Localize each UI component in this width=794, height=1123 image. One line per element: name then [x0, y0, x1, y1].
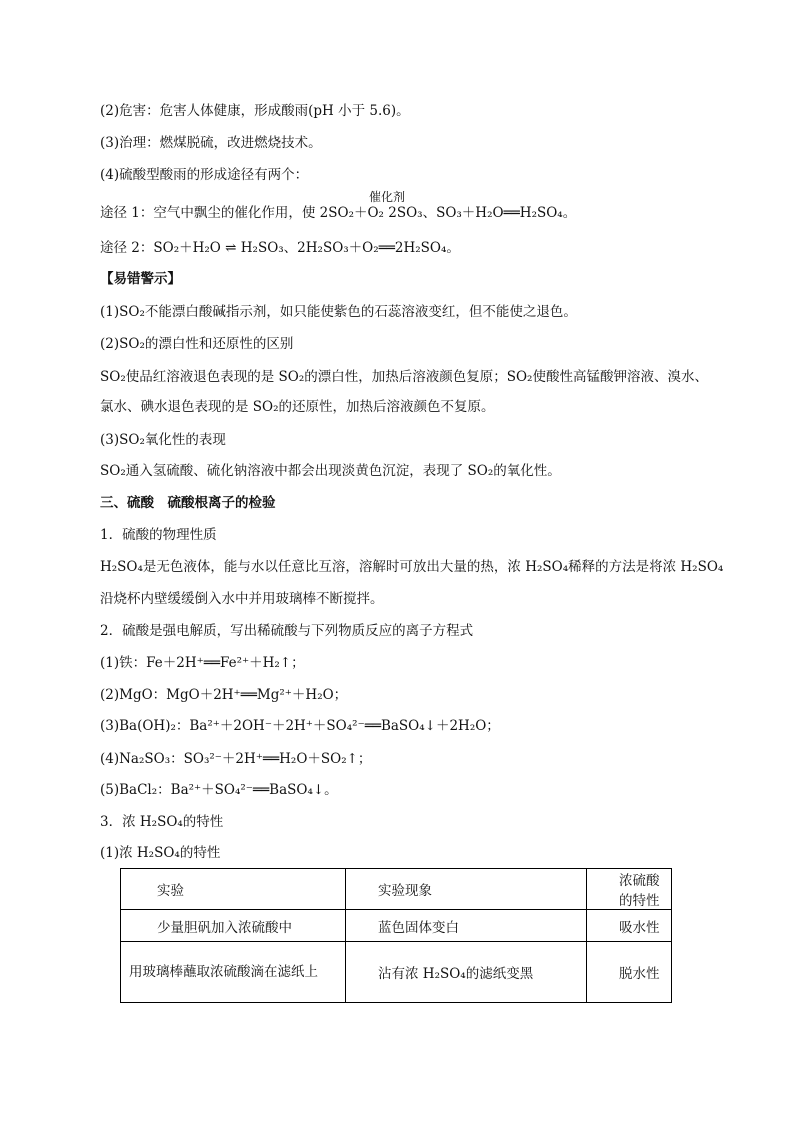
text-line: 3．浓 H₂SO₄的特性: [100, 814, 224, 830]
table-cell: 用玻璃棒蘸取浓硫酸滴在滤纸上: [121, 942, 346, 1003]
text-line: (1)SO₂不能漂白酸碱指示剂，如只能使紫色的石蕊溶液变红，但不能使之退色。: [100, 304, 577, 320]
text-line: (1)浓 H₂SO₄的特性: [100, 845, 221, 861]
text-line: (2)SO₂的漂白性和还原性的区别: [100, 336, 294, 352]
table-header-row: [121, 869, 672, 910]
text-line: 氯水、碘水退色表现的是 SO₂的还原性，加热后溶液颜色不复原。: [100, 399, 495, 415]
table-cell: 沾有浓 H₂SO₄的滤纸变黑: [346, 942, 587, 1003]
text-line: SO₂通入氢硫酸、硫化钠溶液中都会出现淡黄色沉淀，表现了 SO₂的氧化性。: [100, 463, 561, 479]
catalyst-label: 催化剂: [369, 190, 406, 204]
table-header-cell: 实验: [121, 869, 346, 910]
text-line: (5)BaCl₂：Ba²⁺＋SO₄²⁻══BaSO₄↓。: [100, 782, 338, 798]
table-header-cell: 实验现象: [346, 869, 587, 910]
properties-table: [120, 868, 672, 1003]
table-row: [121, 942, 672, 1003]
table-header-cell: 浓硫酸的特性: [587, 869, 672, 910]
text-line: (2)MgO：MgO＋2H⁺══Mg²⁺＋H₂O；: [100, 687, 348, 703]
table-row: [121, 910, 672, 942]
text-line: (3)治理：燃煤脱硫，改进燃烧技术。: [100, 135, 322, 151]
text-line: (4)硫酸型酸雨的形成途径有两个：: [100, 167, 309, 183]
table-cell: 吸水性: [587, 910, 672, 942]
table-cell: 脱水性: [587, 942, 672, 1003]
table-cell: 少量胆矾加入浓硫酸中: [121, 910, 346, 942]
text-line: (4)Na₂SO₃：SO₃²⁻＋2H⁺══H₂O＋SO₂↑；: [100, 751, 372, 767]
section-heading: 【易错警示】: [100, 271, 181, 287]
text-line: 1．硫酸的物理性质: [100, 527, 217, 543]
section-heading: 三、硫酸 硫酸根离子的检验: [100, 495, 276, 511]
text-line: (2)危害：危害人体健康，形成酸雨(pH 小于 5.6)。: [100, 103, 410, 119]
text-line: SO₂使品红溶液退色表现的是 SO₂的漂白性，加热后溶液颜色复原；SO₂使酸性高锰酸钾溶液、溴水、: [100, 369, 708, 385]
text-line: (3)SO₂氧化性的表现: [100, 432, 226, 448]
text-line: 沿烧杯内壁缓缓倒入水中并用玻璃棒不断搅拌。: [100, 591, 384, 607]
text-line: 途径 2：SO₂＋H₂O ⇌ H₂SO₃、2H₂SO₃＋O₂══2H₂SO₄。: [100, 240, 460, 256]
text-line: 2．硫酸是强电解质，写出稀硫酸与下列物质反应的离子方程式: [100, 623, 474, 639]
text-line: 途径 1：空气中飘尘的催化作用，使 2SO₂＋O₂ 2SO₃、SO₃＋H₂O══H₂SO₄。: [100, 205, 577, 221]
text-line: (1)铁：Fe＋2H⁺══Fe²⁺＋H₂↑；: [100, 655, 305, 671]
text-line: (3)Ba(OH)₂：Ba²⁺＋2OH⁻＋2H⁺＋SO₄²⁻══BaSO₄↓＋2H₂O；: [100, 718, 500, 734]
table-cell: 蓝色固体变白: [346, 910, 587, 942]
text-line: H₂SO₄是无色液体，能与水以任意比互溶，溶解时可放出大量的热，浓 H₂SO₄稀释的方法是将浓 H₂SO₄: [100, 559, 724, 575]
